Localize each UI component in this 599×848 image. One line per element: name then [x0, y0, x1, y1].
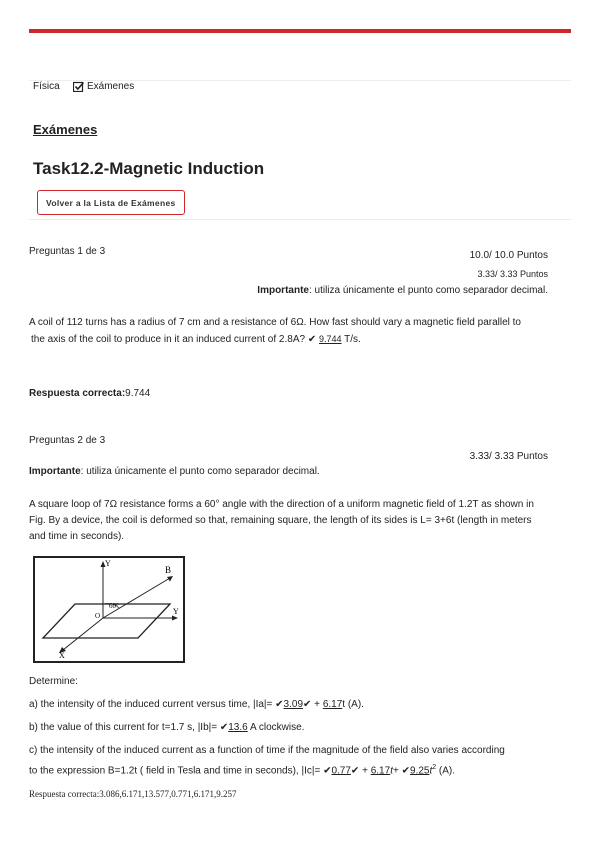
question-2-part-c-line1: c) the intensity of the induced current as a function of time if the magnitude of the field also varies according [29, 745, 505, 756]
question-2-figure [33, 556, 185, 663]
check-icon: ✔ [323, 765, 332, 777]
question-2-text-line3: and time in seconds). [29, 531, 125, 542]
question-2-part-a: a) the intensity of the induced current versus time, |Ia|= ✔3.09✔ + 6.17t (A). [29, 699, 364, 710]
breadcrumb [29, 80, 571, 99]
question-2-text-line2: Fig. By a device, the coil is deformed so that, remaining square, the length of its sides is L= 3+6t (length in meters [29, 515, 532, 526]
x-axis-label: X [59, 651, 65, 660]
question-1-correct-answer: Respuesta correcta:9.744 [29, 388, 151, 399]
check-icon: ✔ [275, 699, 284, 710]
breadcrumb-course[interactable]: Física [33, 81, 60, 92]
question-2-header: Preguntas 2 de 3 [29, 435, 106, 446]
answer-c1[interactable]: 0.77 [331, 765, 351, 777]
page-title: Task12.2-Magnetic Induction [33, 159, 265, 178]
check-icon: ✔ [307, 334, 317, 345]
checkbox-checked-icon [73, 81, 84, 92]
y2-axis-label: Y [173, 607, 179, 616]
answer-a2[interactable]: 6.17 [322, 699, 343, 710]
loop-diagram [35, 558, 183, 661]
question-2-determine: Determine: [29, 676, 78, 687]
question-1-points: 3.33/ 3.33 Puntos [477, 269, 548, 279]
question-2-part-b: b) the value of this current for t=1.7 s, |Ib|= ✔13.6 A clockwise. [29, 722, 305, 733]
breadcrumb-exams[interactable] [73, 81, 134, 92]
question-2-correct-answer: Respuesta correcta:3.086,6.171,13.577,0.771,6.171,9.257 [29, 789, 237, 799]
answer-c2[interactable]: 6.17 [370, 765, 391, 777]
question-2-important: Importante: utiliza únicamente el punto como separador decimal. [29, 466, 320, 477]
origin-label: O [95, 612, 101, 620]
question-1-text-line2: the axis of the coil to produce in it an induced current of 2.8A? ✔ 9.744 T/s. [31, 334, 361, 345]
check-icon: ✔ [401, 765, 410, 777]
answer-b[interactable]: 13.6 [228, 722, 248, 733]
question-1-answer[interactable]: 9.744 [319, 334, 342, 344]
angle-label: 60° [109, 602, 119, 610]
question-2-points: 3.33/ 3.33 Puntos [469, 451, 548, 462]
question-2-text-line1: A square loop of 7Ω resistance forms a 60° angle with the direction of a uniform magnetic field of 1.2T as shown in [29, 499, 534, 510]
divider [29, 219, 571, 220]
answer-a1[interactable]: 3.09 [283, 699, 304, 710]
question-1-header: Preguntas 1 de 3 [29, 246, 106, 257]
question-2-part-c-line2: to the expression B=1.2t ( field in Tesla and time in seconds), |Ic|= ✔0.77✔ + $6.17t+ ✔9.25t^2$ (A). [29, 764, 456, 777]
answer-c3[interactable]: 9.25 [409, 765, 430, 777]
total-points: 10.0/ 10.0 Puntos [469, 250, 548, 261]
y-axis-label: Y [105, 559, 111, 568]
check-icon: ✔ [303, 699, 312, 710]
top-accent-bar [29, 29, 571, 33]
back-to-exams-button[interactable]: Volver a la Lista de Exámenes [37, 190, 185, 215]
section-title[interactable]: Exámenes [33, 122, 98, 137]
question-1-text-line1: A coil of 112 turns has a radius of 7 cm and a resistance of 6Ω. How fast should vary a magnetic field parallel to [29, 317, 521, 328]
breadcrumb-exams-label[interactable]: Exámenes [87, 81, 135, 92]
check-icon: ✔ [219, 722, 229, 733]
question-1-important: Importante: utiliza únicamente el punto como separador decimal. [257, 285, 548, 296]
check-icon: ✔ [350, 765, 360, 777]
b-vector-label: B [165, 565, 172, 575]
